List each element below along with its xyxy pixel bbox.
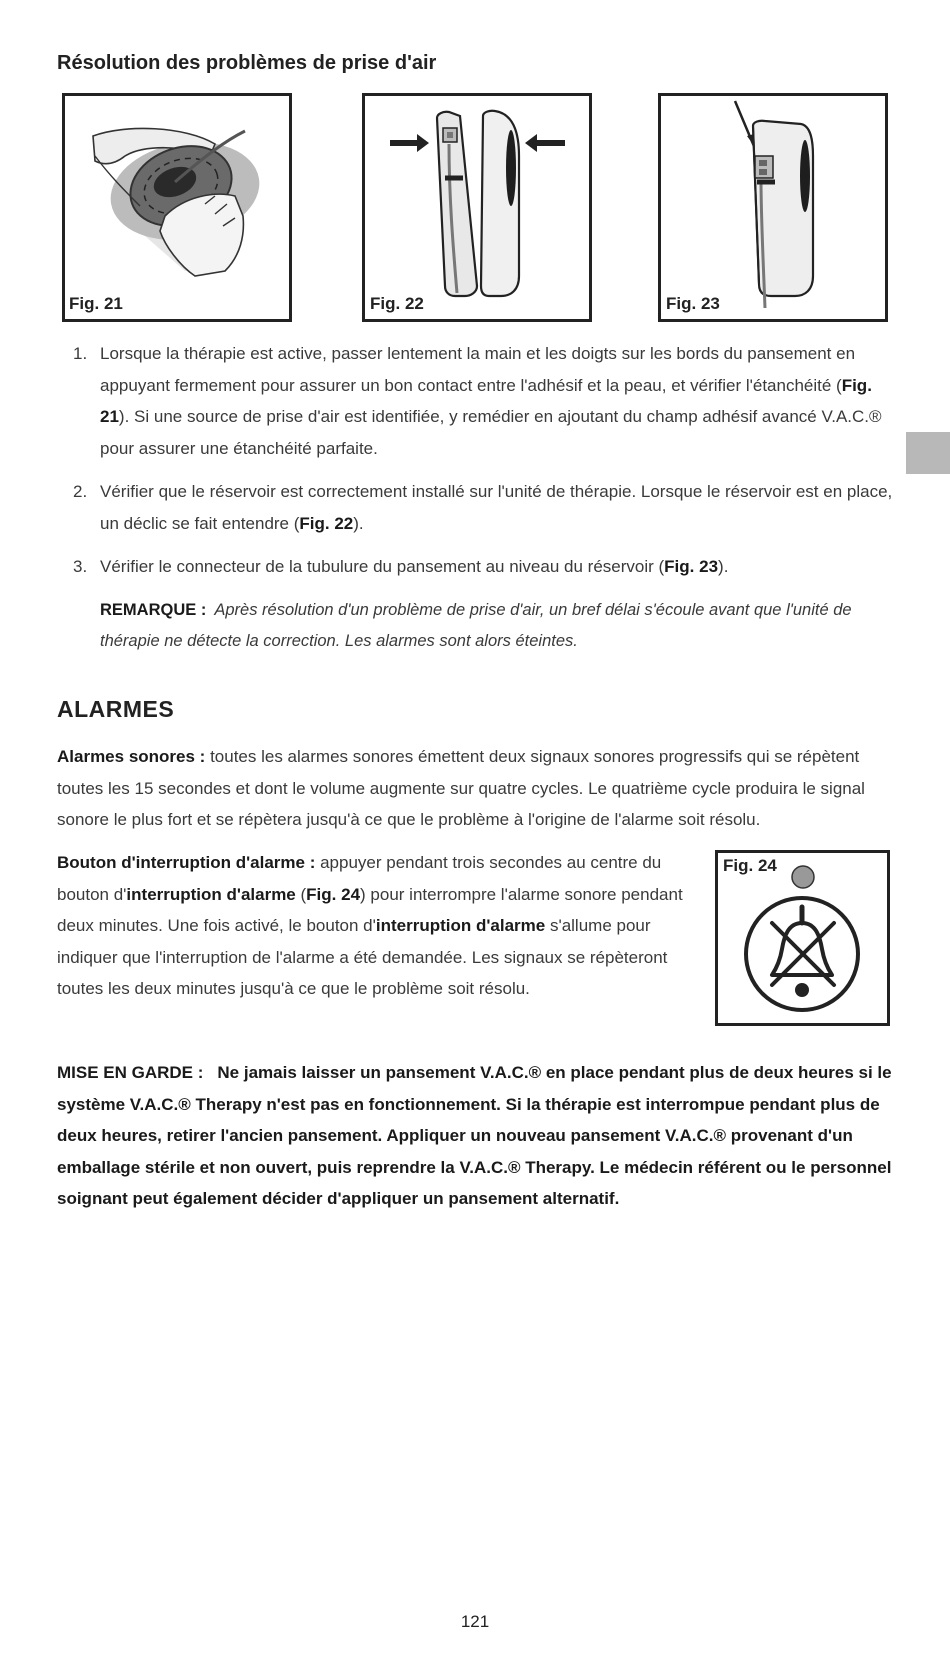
alarm-silence-paragraph — [57, 847, 692, 1005]
figure-23-label: Fig. 23 — [666, 294, 720, 313]
alarm-silence-text: appuyer pendant trois secondes au centre du bouton d' — [57, 853, 662, 904]
alarm-silence-label: Bouton d'interruption d'alarme : — [57, 853, 316, 872]
list-item — [57, 476, 897, 539]
figure-21 — [62, 93, 292, 322]
alarm-silence-button-illustration — [718, 853, 887, 1023]
step-text: ). — [353, 513, 364, 533]
step-number: 1. — [73, 344, 88, 363]
canister-insertion-illustration — [365, 96, 589, 319]
figure-reference: Fig. 22 — [299, 513, 354, 533]
list-item — [57, 338, 897, 464]
figure-reference: Fig. 24 — [306, 884, 361, 904]
note-block — [57, 595, 897, 658]
figure-22 — [362, 93, 592, 322]
step-text: ). Si une source de prise d'air est identifiée, y remédier en ajoutant du champ adhésif avancé V.A.C.® pour assurer une étanchéité parfaite. — [100, 407, 882, 458]
step-text: Vérifier que le réservoir est correctement installé sur l'unité de thérapie. Lorsque le réservoir est en place, un déclic se fait entendre ( — [100, 482, 893, 533]
figure-reference: Fig. 21 — [100, 375, 872, 426]
tube-connector-illustration — [661, 96, 885, 319]
section-title: Résolution des problèmes de prise d'air — [57, 52, 437, 74]
figure-22-label: Fig. 22 — [370, 294, 424, 313]
audible-alarms-text: toutes les alarmes sonores émettent deux signaux sonores progressifs qui se répètent toutes les 15 secondes et dont le volume augmente sur quatre cycles. Le quatrième cycle produira le signal sonore le plus fort et se répètera jusqu'à ce que le problème à l'origine de l'alarme soit résolu. — [57, 747, 865, 829]
warning-label: MISE EN GARDE : — [57, 1063, 204, 1082]
figure-24 — [715, 850, 890, 1026]
alarm-silence-text: ( — [295, 884, 307, 904]
step-number: 2. — [73, 482, 88, 501]
note-text: Après résolution d'un problème de prise d'air, un bref délai s'écoule avant que l'unité de thérapie ne détecte la correction. Les alarmes sont alors éteintes. — [100, 600, 852, 650]
alarm-silence-term: interruption d'alarme — [126, 884, 296, 904]
step-text: Lorsque la thérapie est active, passer lentement la main et les doigts sur les bords du pansement en appuyant fermement pour assurer un bon contact entre l'adhésif et la peau, et vérifier l'étanchéité ( — [100, 344, 856, 395]
alarm-silence-text: s'allume pour indiquer que l'interruption de l'alarme a été demandée. Les signaux se répèteront toutes les deux minutes jusqu'à ce que le problème soit résolu. — [57, 916, 668, 998]
figure-23 — [658, 93, 888, 322]
page-number: 121 — [460, 1612, 490, 1631]
figure-21-label: Fig. 21 — [69, 294, 123, 313]
audible-alarms-label: Alarmes sonores : — [57, 747, 206, 766]
note-label: REMARQUE : — [100, 600, 207, 619]
section-tab-marker — [906, 432, 950, 474]
troubleshooting-steps — [57, 338, 897, 658]
alarm-silence-text: ) pour interrompre l'alarme sonore pendant deux minutes. Une fois activé, le bouton d' — [57, 884, 683, 935]
figure-reference: Fig. 23 — [664, 557, 719, 576]
hands-on-dressing-illustration — [65, 96, 289, 319]
alarms-title: ALARMES — [57, 696, 175, 722]
warning-text: Ne jamais laisser un pansement V.A.C.® en place pendant plus de deux heures si le système V.A.C.® Therapy n'est pas en fonctionnement. Si la thérapie est interrompue pendant plus de deux heures, retirer l'ancien pansement. Appliquer un nouveau pansement V.A.C.® provenant d'un emballage stérile et non ouvert, puis reprendre la V.A.C.® Therapy. Le médecin référent ou le personnel soignant peut également décider d'appliquer un pansement alternatif. — [57, 1063, 892, 1208]
step-number: 3. — [73, 557, 88, 576]
alarm-silence-term: interruption d'alarme — [375, 916, 546, 935]
figure-24-label: Fig. 24 — [723, 856, 777, 875]
step-text: Vérifier le connecteur de la tubulure du pansement au niveau du réservoir ( — [100, 557, 665, 576]
audible-alarms-paragraph — [57, 741, 897, 836]
list-item — [57, 551, 897, 583]
warning-block — [57, 1057, 897, 1215]
step-text: ). — [718, 557, 729, 576]
